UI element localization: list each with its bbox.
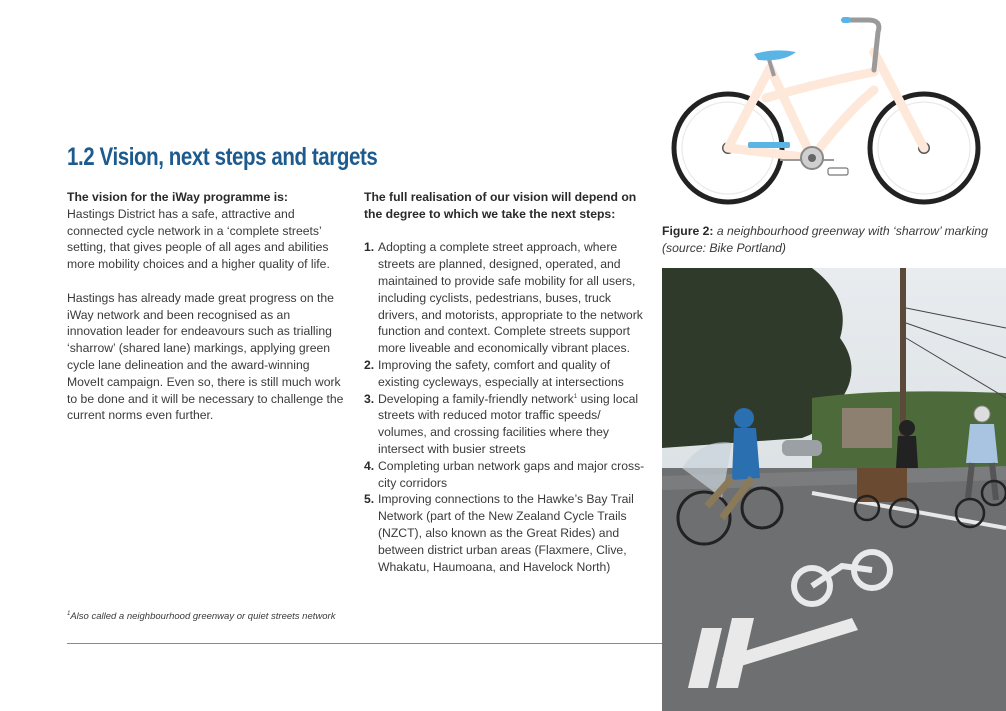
page-title: 1.2 Vision, next steps and targets (67, 143, 378, 171)
next-steps-lead: The full realisation of our vision will depend on the degree to which we take the next steps: (364, 190, 637, 221)
step3-text: using local streets with reduced motor traffic speeds/ volumes, and crossing facilities where they intersect with busier streets (378, 391, 639, 456)
pedal (828, 168, 848, 175)
vision-lead: The vision for the iWay programme is: (67, 190, 288, 204)
figure-caption-text: a neighbourhood greenway with ‘sharrow’ marking (source: Bike Portland) (662, 224, 988, 255)
step3-prefix: Developing a family-friendly network (378, 391, 574, 406)
next-steps-column (364, 189, 646, 575)
vision-paragraph: Hastings District has a safe, attractive and connected cycle network in a ‘complete streets’ setting, that gives people of all ages and abilities more mobility choices and a higher quality of life. (67, 206, 330, 272)
figure-caption (662, 223, 992, 256)
fender (748, 142, 790, 148)
footnote (67, 611, 335, 622)
list-item: Improving connections to the Hawke’s Bay Trail Network (part of the New Zealand Cycle Trails (NZCT), also known as the Great Rides) and between district urban areas (Flaxmere, Clive, Whakatu, Haumoana, and Havelock North) (378, 492, 634, 574)
handlebar (848, 20, 879, 70)
list-item: Completing urban network gaps and major cross-city corridors (378, 458, 645, 490)
list-item (364, 391, 646, 458)
footnote-text: Also called a neighbourhood greenway or quiet streets network (70, 611, 336, 622)
next-steps-list (364, 239, 646, 575)
list-item: Improving the safety, comfort and quality of existing cycleways, especially at intersections (378, 357, 624, 389)
bicycle-illustration (662, 12, 992, 212)
road (662, 468, 1006, 711)
saddle (754, 50, 796, 60)
footnote-ref[interactable]: 1 (573, 393, 578, 400)
footnote-mark: 1 (67, 610, 71, 617)
progress-paragraph: Hastings has already made great progress on the iWay network and been recognised as an innovation leader for endeavours such as trialling ‘sharrow’ (shared lane) markings, applying green cycle lane delineation and the award-winning MoveIt campaign. Even so, there is still much work to be done and it will be necessary to challenge the current norms even further. (67, 290, 344, 423)
figure-label: Figure 2: (662, 224, 714, 238)
house (842, 408, 892, 448)
list-item: Adopting a complete street approach, where streets are planned, designed, operated, and maintained to provide safe mobility for all users, including cyclists, pedestrians, buses, truck drivers, and motorists, appropriate to the network function and context. Complete streets support more liveable and economically vibrant places. (378, 240, 643, 356)
greenway-photo (662, 268, 1006, 711)
chainring (801, 147, 823, 169)
vision-column (67, 189, 347, 424)
